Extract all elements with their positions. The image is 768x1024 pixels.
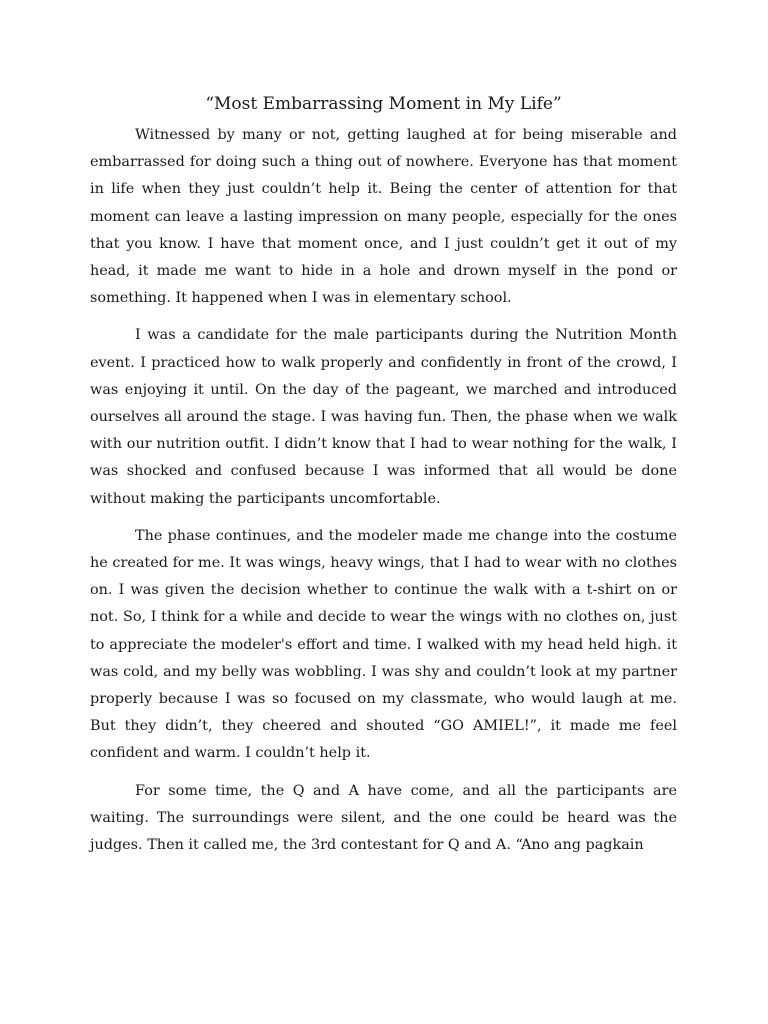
paragraph-4: For some time, the Q and A have come, and all the participants are waiting. The surroundings were silent, and the one could be heard was the judges. Then it called me, the 3rd contestant for Q and A. “Ano ang pagkain xyxy=(90,782,677,854)
document-page xyxy=(90,92,677,869)
document-title: “Most Embarrassing Moment in My Life” xyxy=(205,94,562,114)
paragraph-2: I was a candidate for the male participants during the Nutrition Month event. I practiced how to walk properly and confidently in front of the crowd, I was enjoying it until. On the day of the pageant, we marched and introduced ourselves all around the stage. I was having fun. Then, the phase when we walk with our nutrition outfit. I didn’t know that I had to wear nothing for the walk, I was shocked and confused because I was informed that all would be done without making the participants uncomfortable. xyxy=(90,327,677,507)
paragraph-1: Witnessed by many or not, getting laughed at for being miserable and embarrassed for doing such a thing out of nowhere. Everyone has that moment in life when they just couldn’t help it. Being the center of attention for that moment can leave a lasting impression on many people, especially for the ones that you know. I have that moment once, and I just couldn’t get it out of my head, it made me want to hide in a hole and drown myself in the pond or something. It happened when I was in elementary school. xyxy=(90,127,677,307)
paragraph-3: The phase continues, and the modeler made me change into the costume he created for me. It was wings, heavy wings, that I had to wear with no clothes on. I was given the decision whether to continue the walk with a t-shirt on or not. So, I think for a while and decide to wear the wings with no clothes on, just to appreciate the modeler's effort and time. I walked with my head held high. it was cold, and my belly was wobbling. I was shy and couldn’t look at my partner properly because I was so focused on my classmate, who would laugh at me. But they didn’t, they cheered and shouted “GO AMIEL!”, it made me feel confident and warm. I couldn’t help it. xyxy=(90,527,677,762)
